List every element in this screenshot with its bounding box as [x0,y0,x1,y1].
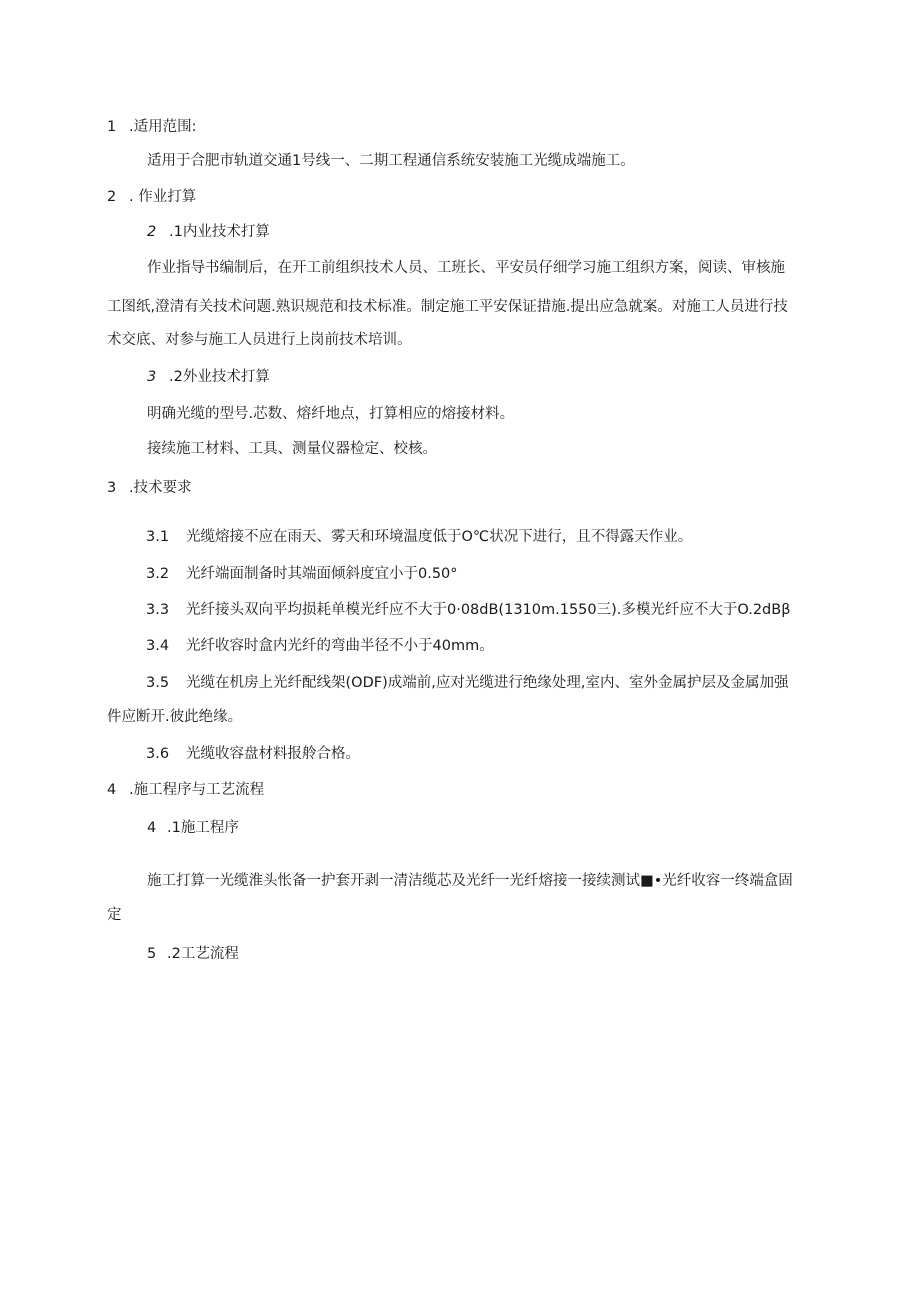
subsection-4-1-text-line-1: 施工打算一光缆淮头怅备一护套开剥一清洁缆芯及光纤一光纤熔接一接续测试■•光纤收容一终端盒固 [147,873,793,889]
section-3-heading [107,478,192,498]
requirement-3-5-continuation: 件应断开.彼此绝缘。 [107,709,243,725]
requirement-number: 3.2 [146,566,170,582]
section-title: . 作业打算 [129,189,197,205]
subsection-title: .2外业技术打算 [169,369,270,385]
requirement-text: 光纤接头双向平均损耗单模光纤应不大于0·08dB(1310m.1550三).多模光纤应不大于O.2dBβ [186,602,791,618]
section-title: .技术要求 [129,480,192,496]
section-4-heading [107,780,264,800]
subsection-title: .1内业技术打算 [169,224,270,240]
requirement-text: 光纤端面制备时其端面倾斜度宜小于0.50° [186,566,458,582]
subsection-2-2-text-2: 接续施工材料、工具、测量仪器检定、校核。 [147,441,437,457]
requirement-3-4 [146,636,494,656]
subsection-title: .1施工程序 [167,820,239,836]
section-number: 1 [107,119,117,135]
subsection-number: 2 [147,224,157,240]
subsection-4-2-heading [147,944,239,964]
subsection-number: 4 [147,820,157,836]
subsection-number: 3 [147,369,157,385]
section-title: .施工程序与工艺流程 [129,782,265,798]
requirement-3-1 [146,527,692,547]
section-number: 3 [107,480,117,496]
subsection-2-1-text-line-1: 作业指导书编制后，在开工前组织技术人员、工班长、平安员仔细学习施工组织方案，阅读、审核施 [147,260,785,276]
subsection-title: .2工艺流程 [167,946,239,962]
requirement-number: 3.3 [146,602,170,618]
section-1-text: 适用于合肥市轨道交通1号线一、二期工程通信系统安装施工光缆成端施工。 [147,153,635,169]
subsection-4-1-heading [147,818,239,838]
section-1-heading [107,117,197,137]
requirement-3-2 [146,564,458,584]
requirement-3-3 [146,600,790,620]
section-title: .适用范围: [129,119,197,135]
subsection-number: 5 [147,946,157,962]
requirement-number: 3.6 [146,746,170,762]
requirement-3-6 [146,744,360,764]
subsection-2-2-heading [147,367,270,387]
section-number: 2 [107,189,117,205]
subsection-2-1-text-line-3: 术交底、对参与施工人员进行上岗前技术培训。 [107,332,412,348]
section-2-heading [107,187,196,207]
requirement-number: 3.5 [146,675,170,691]
requirement-3-5 [146,673,788,693]
subsection-4-1-text-line-2: 定 [107,907,122,923]
requirement-text: 光缆收容盘材料报舲合格。 [186,746,360,762]
section-number: 4 [107,782,117,798]
requirement-text: 光缆熔接不应在雨天、雾天和环境温度低于O℃状况下进行，且不得露天作业。 [186,529,693,545]
subsection-2-1-text-line-2: 工图纸,澄清有关技术问题.熟识规范和技术标准。制定施工平安保证措施.提出应急就案。对施工人员进行技 [107,299,788,315]
requirement-number: 3.1 [146,529,170,545]
requirement-number: 3.4 [146,638,170,654]
requirement-text: 光纤收容时盒内光纤的弯曲半径不小于40mm。 [186,638,494,654]
subsection-2-1-heading [147,222,270,242]
requirement-text: 光缆在机房上光纤配线架(ODF)成端前,应对光缆进行绝缘处理,室内、室外金属护层及金属加强 [186,675,789,691]
subsection-2-2-text-1: 明确光缆的型号.芯数、熔纤地点，打算相应的熔接材料。 [147,406,515,422]
